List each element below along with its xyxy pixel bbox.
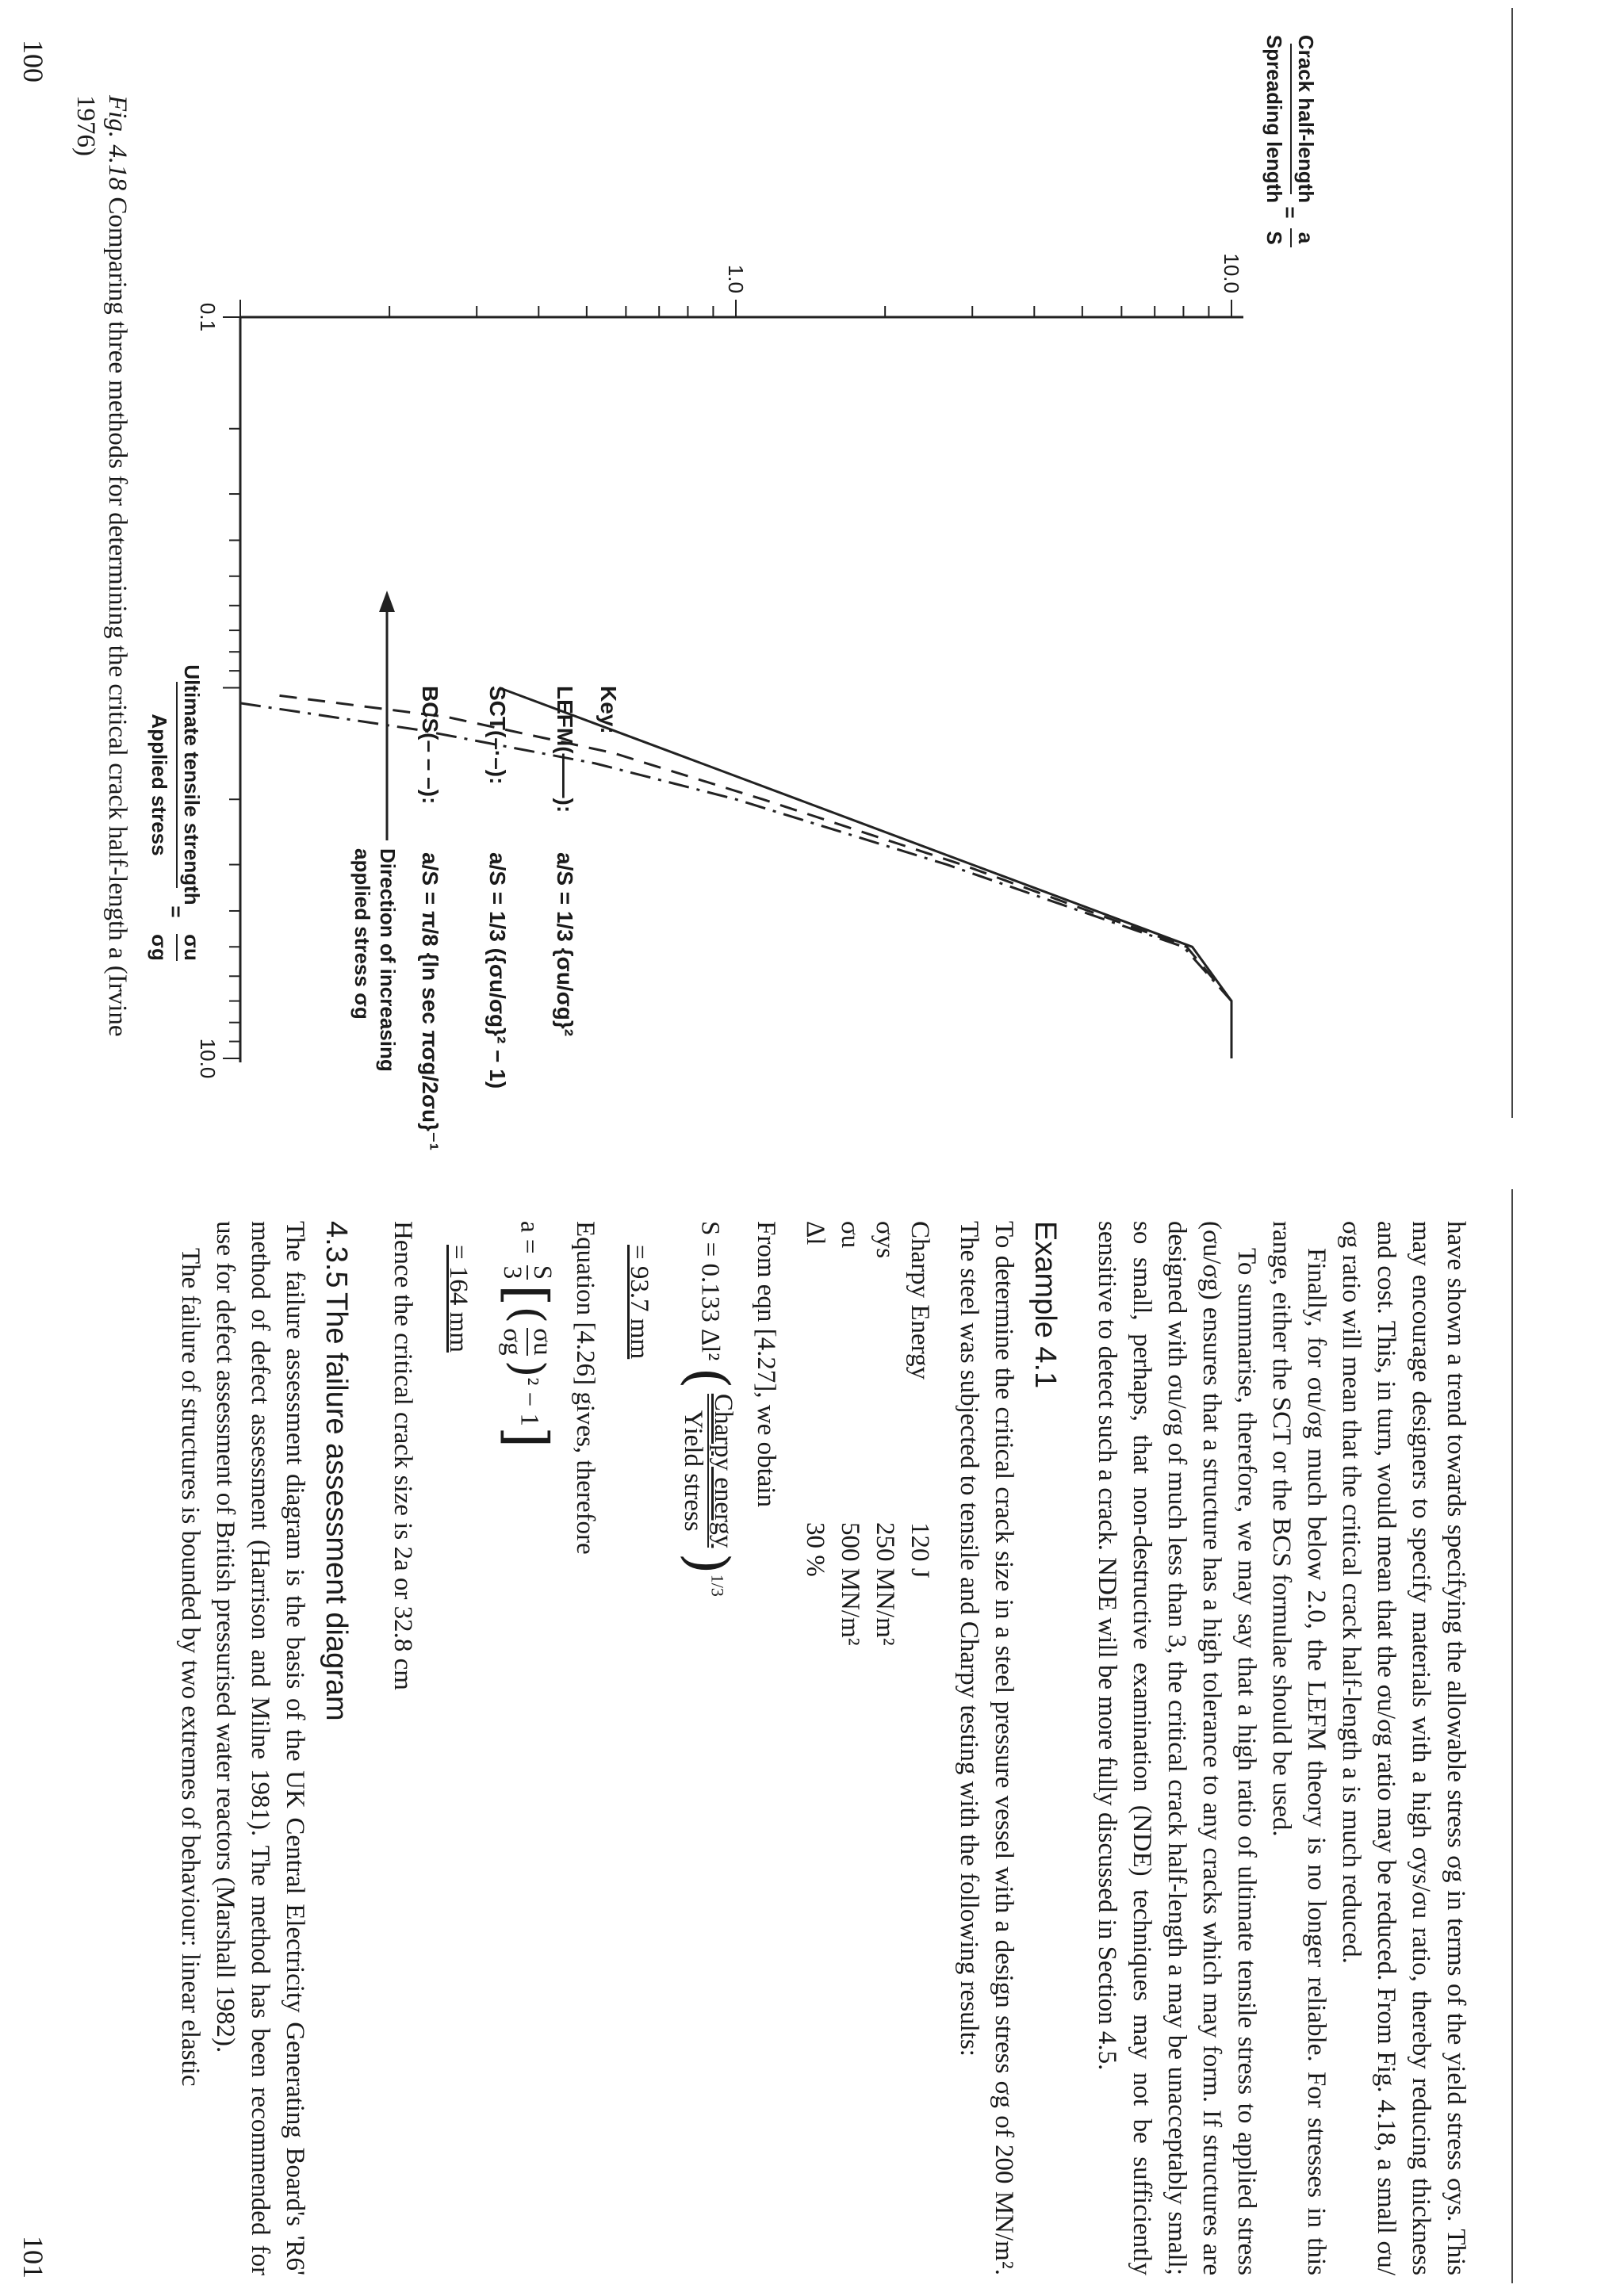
- example-heading: Example 4.1: [1028, 1221, 1062, 1389]
- key-entry-name-bcs: BCS(– – –):: [418, 686, 442, 805]
- equation-intro-text: Equation [4.26] gives, therefore: [571, 1221, 599, 1555]
- x-axis-label-symbol-den: σg: [147, 934, 171, 961]
- x-axis-label-numerator: Ultimate tensile strength: [180, 664, 204, 905]
- equation-spreading-length: [676, 1221, 741, 2275]
- key-entry-name-lefm: LEFM(——):: [553, 686, 577, 813]
- right-page-text: [173, 1221, 1473, 2275]
- paragraph-2: Finally, for σu/σg much below 2.0, the LEFM theory is no longer reliable. For stresses in this range, either the SCT or the BCS formulae should be used.: [1267, 1221, 1331, 2275]
- paren-close: ): [676, 1552, 741, 1575]
- top-rule-right: [1511, 1189, 1513, 2283]
- equation-crack-length: [495, 1221, 560, 2275]
- key-entry-name-sct: SCT(–·–):: [485, 686, 510, 785]
- key-entry-formula-bcs: a/S = π/8 {ln sec πσg/2σu}⁻¹: [418, 852, 442, 1151]
- y-axis-label-equals: =: [1278, 206, 1302, 219]
- y-axis-label-numerator: Crack half-length: [1294, 34, 1318, 204]
- direction-label-line2: applied stress σg: [350, 848, 374, 1020]
- y-axis-label-denominator: Spreading length: [1262, 34, 1286, 204]
- eq2-s-num: S: [528, 1265, 557, 1280]
- page-number-left: 100: [17, 40, 49, 82]
- table-row: [798, 1221, 833, 1646]
- key-entry-formula-sct: a/S = 1/3 ({σu/σg}² − 1): [485, 852, 510, 1089]
- section-number: 4.3.5: [320, 1221, 353, 1288]
- eq2-rest: ² − 1: [515, 1377, 544, 1426]
- eq1-lhs: S = 0.133 Δl²: [695, 1221, 725, 1361]
- key-entry-formula-lefm: a/S = 1/3 {σu/σg}²: [553, 852, 577, 1037]
- paren-open: (: [502, 1306, 553, 1324]
- figure-caption: [70, 95, 133, 1047]
- conclusion-text: Hence the critical crack size is 2a or 32.8 cm: [389, 1221, 417, 1690]
- section-paragraph-2: The failure of structures is bounded by two extremes of behaviour: linear elastic: [176, 1248, 205, 2087]
- bracket-close: ]: [495, 1425, 560, 1448]
- example-intro: To determine the critical crack size in a steel pressure vessel with a design stress σg of 200 MN/m². The steel was subjected to tensile and Charpy testing with the following results:: [955, 1221, 1018, 2275]
- result-label: σys: [871, 1221, 899, 1259]
- eq2-lhs: a =: [515, 1221, 544, 1254]
- eq1-numerator: Charpy energy: [709, 1393, 737, 1548]
- eq2-s-den: 3: [498, 1265, 527, 1280]
- y-axis-label-symbol-den: S: [1262, 231, 1286, 245]
- y-tick-label: 1.0: [724, 264, 748, 293]
- x-tick-label: 0.1: [196, 302, 220, 332]
- paragraph-3: To summarise, therefore, we may say that a high ratio of ultimate tensile stress to applied stress (σu/σg) ensures that a structure has a high tolerance to any cracks which may form. If structures are designed with σu/σg of much less than 3, the critical crack half-length a may be unacceptably small; so small, perhaps, that non-destructive examination (NDE) techniques may not be sufficiently sensitive to detect such a crack. NDE will be more fully discussed in Section 4.5.: [1093, 1221, 1261, 2275]
- result-value: 30 %: [801, 1522, 829, 1577]
- series-line-lefm: [500, 688, 1232, 1059]
- eq2-inner-fraction: [498, 1328, 557, 1355]
- eq2-s-fraction: [498, 1265, 557, 1280]
- x-axis-label-equals: =: [164, 905, 188, 918]
- y-axis-label-symbol-num: a: [1294, 232, 1318, 244]
- paren-close: ): [502, 1360, 553, 1378]
- y-tick-label: 10.0: [1220, 253, 1243, 293]
- result-label: Δl: [801, 1221, 829, 1246]
- figure-label: Fig. 4.18: [103, 95, 132, 191]
- result-label: σu: [836, 1221, 864, 1249]
- key-title: Key:: [596, 686, 621, 734]
- eq1-result: = 93.7 mm: [625, 1245, 653, 1360]
- eq1-exponent: 1/3: [707, 1574, 728, 1597]
- table-row: [833, 1221, 868, 1646]
- chart-labels: [147, 35, 1318, 1150]
- result-label: Charpy Energy: [906, 1221, 934, 1380]
- x-axis-label-symbol-num: σu: [180, 934, 204, 961]
- x-axis-label-denominator: Applied stress: [147, 714, 171, 856]
- table-row: [902, 1221, 937, 1646]
- figure-caption-text: Comparing three methods for determining the critical crack half-length a (Irvine 1976): [71, 95, 132, 1037]
- table-row: [868, 1221, 902, 1646]
- section-heading: [319, 1221, 354, 2275]
- eq1-denominator: Yield stress: [679, 1410, 707, 1532]
- page-number-right: 101: [17, 2236, 49, 2279]
- paragraph-1: have shown a trend towards specifying the allowable stress σg in terms of the yield stress σys. This may encourage designers to specify materials with a high σys/σu ratio, thereby reducing thickness and cost. This, in turn, would mean that the σu/σg ratio may be reduced. From Fig. 4.18, a small σu/σg ratio will mean that the critical crack half-length a is much reduced.: [1337, 1221, 1470, 2275]
- from-equation-text: From eqn [4.27], we obtain: [752, 1221, 780, 1508]
- eq2-inner-den: σg: [498, 1328, 527, 1356]
- section-paragraph-1: The failure assessment diagram is the basis of the UK Central Electricity Generating Board's 'R6' method of defect assessment (Harrison and Milne 1981). The method has been recommended for use for defect assessment of British pressurised water reactors (Marshall 1982).: [211, 1221, 309, 2275]
- result-value: 120 J: [906, 1522, 934, 1578]
- direction-label-line1: Direction of increasing: [376, 848, 400, 1072]
- eq2-result: = 164 mm: [444, 1245, 473, 1353]
- paren-open: (: [676, 1367, 741, 1389]
- bracket-open: [: [495, 1284, 560, 1307]
- direction-arrow-head: [379, 591, 395, 612]
- test-results-table: [798, 1221, 937, 1646]
- section-title: The failure assessment diagram: [320, 1292, 353, 1721]
- result-value: 500 MN/m²: [836, 1522, 864, 1646]
- eq1-fraction: [679, 1394, 737, 1548]
- x-tick-label: 10.0: [196, 1038, 220, 1079]
- eq2-inner-num: σu: [528, 1328, 557, 1356]
- result-value: 250 MN/m²: [871, 1522, 899, 1646]
